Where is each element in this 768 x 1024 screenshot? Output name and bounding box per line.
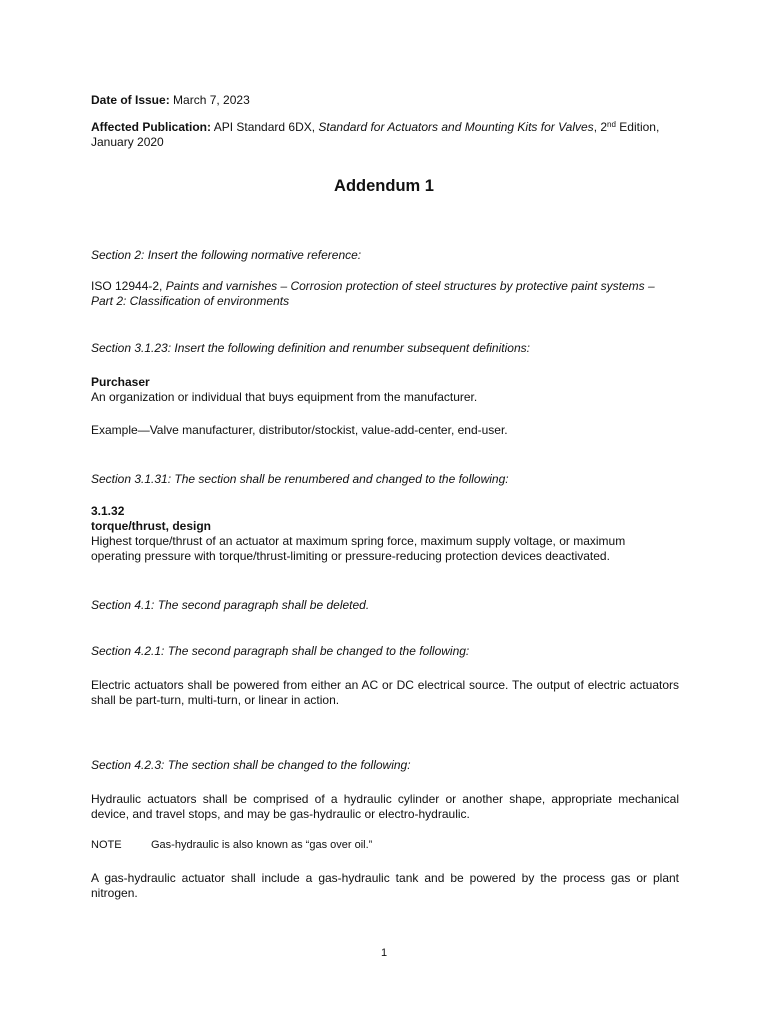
section-3-1-23-heading: Section 3.1.23: Insert the following definition and renumber subsequent definitions: xyxy=(91,341,530,355)
torque-definition-line1: Highest torque/thrust of an actuator at maximum spring force, maximum supply voltage, or maximum xyxy=(91,534,626,548)
document-title: Addendum 1 xyxy=(334,177,434,195)
publication-title: Standard for Actuators and Mounting Kits for Valves xyxy=(318,120,594,134)
section-2-heading: Section 2: Insert the following normative reference: xyxy=(91,248,362,262)
section-2-reference xyxy=(91,279,679,309)
section-4-2-3-heading: Section 4.2.3: The section shall be changed to the following: xyxy=(91,758,411,772)
torque-thrust-definition xyxy=(91,534,679,564)
purchaser-term: Purchaser xyxy=(91,375,150,389)
definition-number: 3.1.32 xyxy=(91,504,125,518)
purchaser-definition: An organization or individual that buys equipment from the manufacturer. xyxy=(91,390,478,404)
torque-definition-line2: operating pressure with torque/thrust-limiting or pressure-reducing protection devices deactivated. xyxy=(91,549,610,563)
purchaser-example: Example—Valve manufacturer, distributor/stockist, value-add-center, end-user. xyxy=(91,423,508,437)
date-of-issue-label: Date of Issue: xyxy=(91,93,170,107)
publication-name: API Standard 6DX, xyxy=(213,120,319,134)
electric-actuators-paragraph: Electric actuators shall be powered from either an AC or DC electrical source. The output of electric actuators shall be part-turn, multi-turn, or linear in action. xyxy=(91,678,679,707)
publication-edition-suffix: nd xyxy=(607,120,616,129)
section-3-1-31-heading: Section 3.1.31: The section shall be renumbered and changed to the following: xyxy=(91,472,509,486)
reference-id: ISO 12944-2, xyxy=(91,279,166,293)
publication-edition: , 2 xyxy=(593,120,608,134)
date-of-issue-value: March 7, 2023 xyxy=(173,93,250,107)
hydraulic-actuators-paragraph: Hydraulic actuators shall be comprised of a hydraulic cylinder or another shape, appropriate mechanical device, and travel stops, and may be gas-hydraulic or electro-hydraulic. xyxy=(91,792,679,821)
publication-edition-word: Edition, xyxy=(615,120,660,134)
affected-publication-label: Affected Publication: xyxy=(91,120,212,134)
torque-thrust-term: torque/thrust, design xyxy=(91,519,211,533)
publication-date: January 2020 xyxy=(91,135,164,149)
section-4-1-heading: Section 4.1: The second paragraph shall be deleted. xyxy=(91,598,370,612)
gas-hydraulic-paragraph: A gas-hydraulic actuator shall include a gas-hydraulic tank and be powered by the process gas or plant nitrogen. xyxy=(91,871,679,900)
reference-title-line2: Part 2: Classification of environments xyxy=(91,294,290,308)
section-4-2-1-heading: Section 4.2.1: The second paragraph shall be changed to the following: xyxy=(91,644,470,658)
affected-publication xyxy=(91,120,679,150)
date-of-issue xyxy=(91,93,679,108)
note-label: NOTE xyxy=(91,839,122,851)
page-number: 1 xyxy=(380,947,388,959)
reference-title-line1: Paints and varnishes – Corrosion protection of steel structures by protective paint systems – xyxy=(165,279,655,293)
note-text: Gas-hydraulic is also known as “gas over oil.” xyxy=(151,839,373,851)
